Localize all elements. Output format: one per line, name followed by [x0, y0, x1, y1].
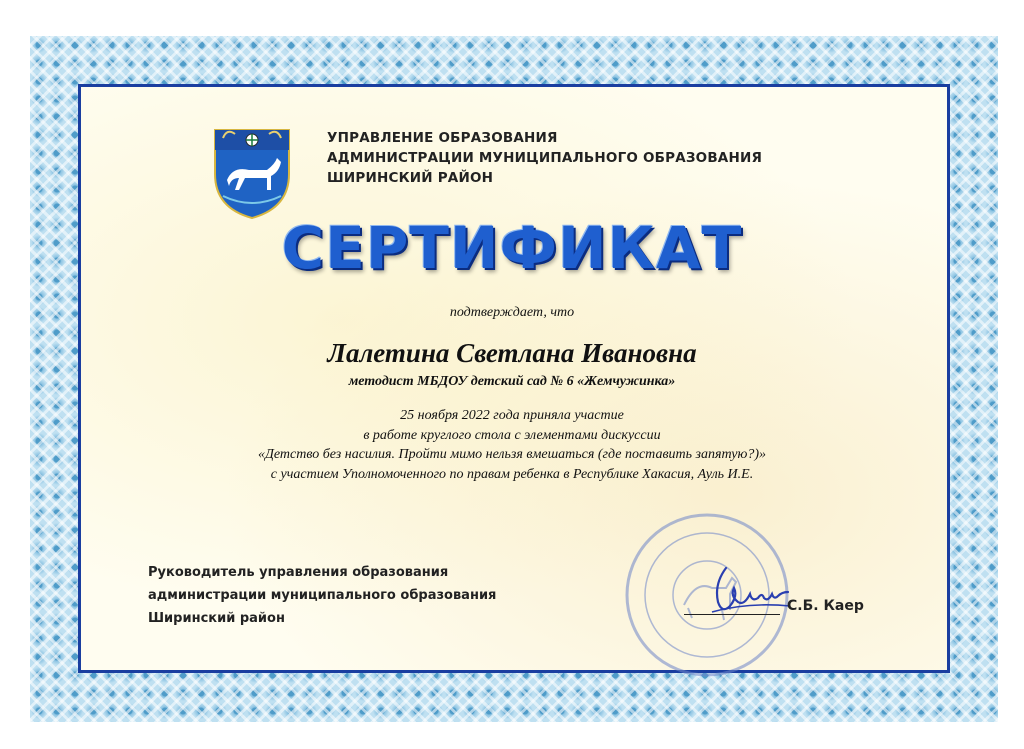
signatory-name: С.Б. Каер — [787, 598, 864, 614]
recipient-name: Лалетина Светлана Ивановна — [327, 338, 697, 368]
signatory-line-1: Руководитель управления образования — [148, 565, 449, 580]
organization-header — [327, 128, 762, 188]
organization-line-3: ШИРИНСКИЙ РАЙОН — [327, 170, 494, 186]
recipient-position: методист МБДОУ детский сад № 6 «Жемчужинка» — [348, 374, 676, 389]
handwritten-signature — [708, 562, 792, 622]
coat-of-arms-icon — [209, 116, 295, 220]
signatory-title — [148, 561, 496, 630]
body-line-4: с участием Уполномоченного по правам ребенка в Республике Хакасия, Ауль И.Е. — [270, 467, 754, 482]
body-line-3: «Детство без насилия. Пройти мимо нельзя вмешаться (где поставить запятую?)» — [257, 447, 767, 462]
organization-line-1: УПРАВЛЕНИЕ ОБРАЗОВАНИЯ — [327, 130, 558, 146]
signatory-line-2: администрации муниципального образования — [148, 588, 497, 603]
certificate-title: СЕРТИФИКАТ — [281, 214, 743, 282]
body-line-2: в работе круглого стола с элементами дискуссии — [363, 428, 661, 443]
organization-line-2: АДМИНИСТРАЦИИ МУНИЦИПАЛЬНОГО ОБРАЗОВАНИЯ — [327, 150, 763, 166]
body-line-1: 25 ноября 2022 года приняла участие — [400, 408, 624, 423]
signatory-line-3: Ширинский район — [148, 611, 285, 626]
subtitle: подтверждает, что — [449, 305, 575, 320]
